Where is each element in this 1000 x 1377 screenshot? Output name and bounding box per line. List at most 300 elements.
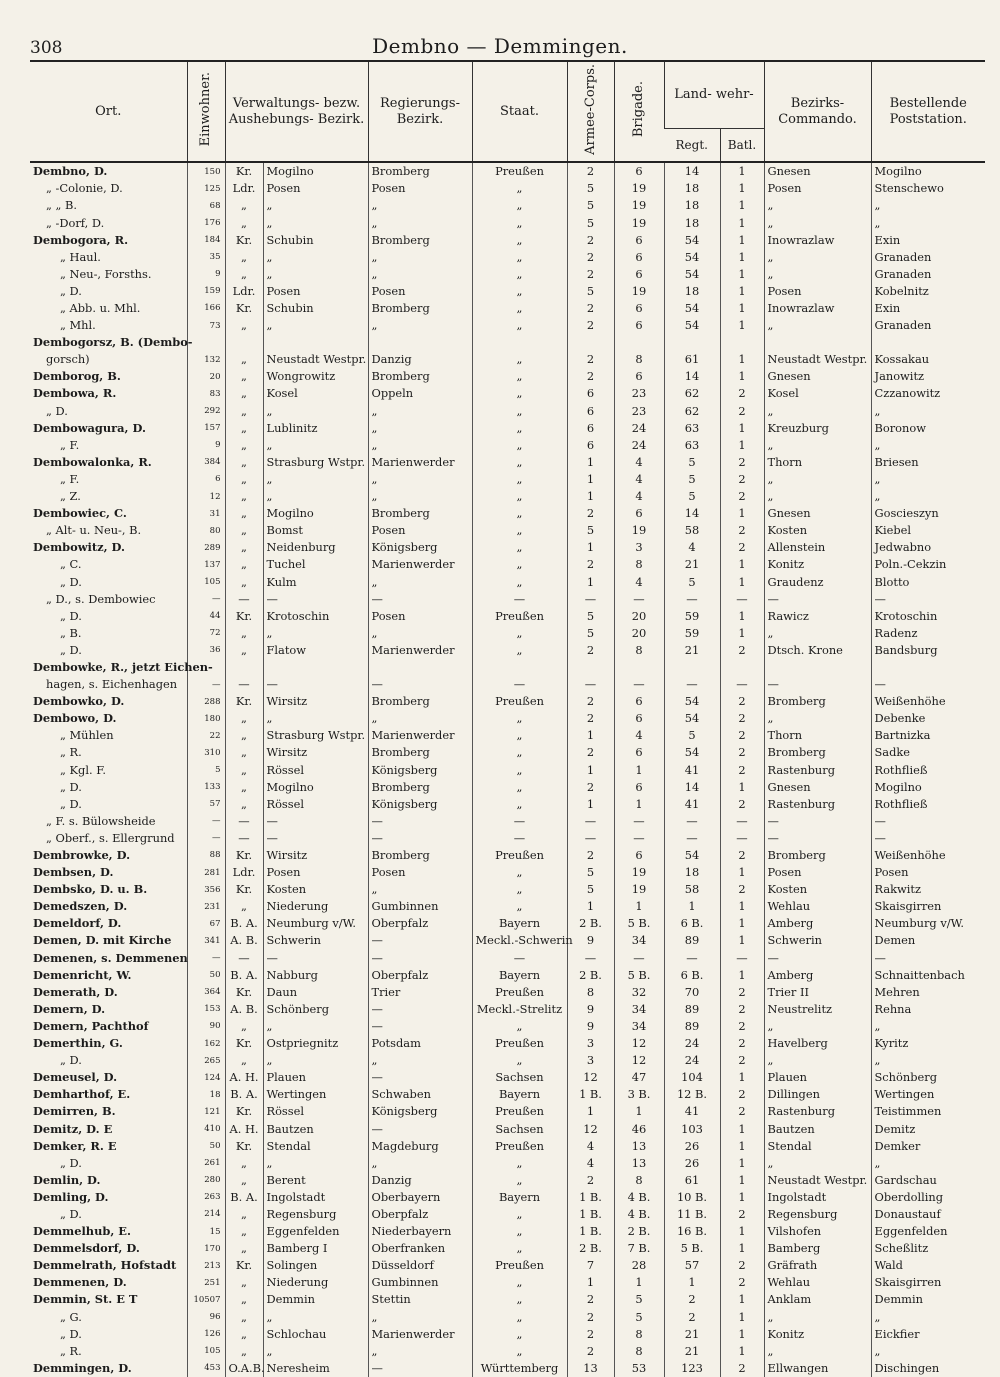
cell-bezirk-art: —	[225, 676, 263, 693]
table-row	[30, 454, 985, 471]
cell-armee-corps: 4	[567, 1138, 614, 1155]
cell-poststation: Stenschewo	[871, 181, 985, 198]
cell-armee-corps: 12	[567, 1121, 614, 1138]
cell-verwaltung: „	[263, 1018, 368, 1035]
cell-armee-corps: 13	[567, 1360, 614, 1377]
cell-regt: 61	[664, 351, 720, 368]
cell-bezirks-commando: —	[764, 591, 871, 608]
cell-bezirks-commando: Dillingen	[764, 1086, 871, 1103]
cell-batl: 1	[720, 215, 764, 232]
cell-brigade: 8	[614, 351, 664, 368]
cell-verwaltung: Demmin	[263, 1292, 368, 1309]
place-name: Demen, D. mit Kirche	[33, 933, 172, 948]
cell-armee-corps: 1	[567, 454, 614, 471]
table-row	[30, 728, 985, 745]
cell-brigade: —	[614, 813, 664, 830]
cell-ort	[30, 1086, 187, 1103]
cell-verwaltung: Schubin	[263, 232, 368, 249]
cell-regt: 2	[664, 1292, 720, 1309]
cell-regt: 62	[664, 403, 720, 420]
col-header-einwohner	[187, 61, 225, 162]
cell-regierung: Bromberg	[368, 300, 472, 317]
place-name: Demedszen, D.	[33, 899, 128, 914]
cell-einwohner: 214	[187, 1206, 225, 1223]
cell-armee-corps: 5	[567, 625, 614, 642]
cell-bezirks-commando: Ellwangen	[764, 1360, 871, 1377]
cell-ort	[30, 710, 187, 727]
cell-ort	[30, 1035, 187, 1052]
cell-brigade: 34	[614, 933, 664, 950]
cell-regt: 41	[664, 1104, 720, 1121]
cell-bezirk-art: „	[225, 317, 263, 334]
place-name: Demerthin, G.	[33, 1036, 123, 1051]
cell-einwohner: 105	[187, 1343, 225, 1360]
cell-verwaltung: Mogilno	[263, 779, 368, 796]
cell-regt: 14	[664, 505, 720, 522]
cell-bezirks-commando: Schwerin	[764, 933, 871, 950]
cell-poststation: Granaden	[871, 249, 985, 266]
cell-armee-corps: 3	[567, 1052, 614, 1069]
cell-brigade: 13	[614, 1138, 664, 1155]
cell-ort	[30, 950, 187, 967]
cell-brigade: 6	[614, 745, 664, 762]
cell-regt: 24	[664, 1035, 720, 1052]
table-row	[30, 505, 985, 522]
cell-regt: 104	[664, 1069, 720, 1086]
cell-regierung: Bromberg	[368, 693, 472, 710]
cell-verwaltung: Daun	[263, 984, 368, 1001]
cell-poststation: Skaisgirren	[871, 1275, 985, 1292]
cell-bezirk-art: B. A.	[225, 916, 263, 933]
cell-verwaltung: Stendal	[263, 1138, 368, 1155]
cell-armee-corps	[567, 659, 614, 676]
cell-bezirk-art: A. H.	[225, 1069, 263, 1086]
cell-poststation: Neumburg v/W.	[871, 916, 985, 933]
cell-armee-corps: 2 B.	[567, 916, 614, 933]
cell-bezirk-art: Kr.	[225, 232, 263, 249]
cell-regt: 54	[664, 847, 720, 864]
place-name: Dembowitz, D.	[33, 540, 125, 555]
cell-verwaltung: Mogilno	[263, 162, 368, 180]
cell-ort	[30, 1257, 187, 1274]
col-header-regt: Regt.	[664, 129, 720, 163]
cell-ort: „ F.	[60, 471, 80, 486]
cell-bezirk-art: „	[225, 1240, 263, 1257]
cell-bezirks-commando: „	[764, 249, 871, 266]
cell-staat: „	[472, 351, 567, 368]
cell-bezirk-art: B. A.	[225, 967, 263, 984]
cell-batl: 1	[720, 1223, 764, 1240]
cell-batl: 2	[720, 1275, 764, 1292]
cell-brigade: 19	[614, 215, 664, 232]
cell-armee-corps: 6	[567, 420, 614, 437]
cell-armee-corps: 1	[567, 488, 614, 505]
cell-ort	[30, 898, 187, 915]
cell-einwohner: 310	[187, 745, 225, 762]
table-row	[30, 437, 985, 454]
cell-regt: 54	[664, 300, 720, 317]
cell-staat: „	[472, 574, 567, 591]
cell-bezirk-art: Ldr.	[225, 864, 263, 881]
place-name: Demlin, D.	[33, 1172, 101, 1187]
cell-staat: „	[472, 437, 567, 454]
cell-armee-corps: 5	[567, 215, 614, 232]
cell-batl: 2	[720, 881, 764, 898]
cell-batl: 2	[720, 728, 764, 745]
cell-bezirks-commando: „	[764, 403, 871, 420]
cell-einwohner: —	[187, 813, 225, 830]
cell-ort	[30, 505, 187, 522]
cell-armee-corps: 1	[567, 1275, 614, 1292]
cell-brigade: 4	[614, 454, 664, 471]
cell-armee-corps: 4	[567, 1155, 614, 1172]
cell-einwohner: 57	[187, 796, 225, 813]
table-row	[30, 283, 985, 300]
cell-ort: „ D., s. Dembowiec	[46, 591, 156, 606]
cell-verwaltung: „	[263, 710, 368, 727]
cell-regierung: Posen	[368, 864, 472, 881]
cell-poststation: Donaustauf	[871, 1206, 985, 1223]
cell-brigade	[614, 659, 664, 676]
cell-brigade: 19	[614, 881, 664, 898]
cell-staat	[472, 659, 567, 676]
table-row	[30, 916, 985, 933]
cell-batl: 1	[720, 933, 764, 950]
cell-verwaltung: Kosten	[263, 881, 368, 898]
cell-brigade: 6	[614, 249, 664, 266]
cell-bezirk-art: „	[225, 1326, 263, 1343]
cell-regierung: Königsberg	[368, 762, 472, 779]
cell-poststation: —	[871, 591, 985, 608]
cell-verwaltung: „	[263, 1052, 368, 1069]
cell-verwaltung: Posen	[263, 864, 368, 881]
table-row	[30, 710, 985, 727]
cell-poststation: „	[871, 1018, 985, 1035]
cell-verwaltung: Schlochau	[263, 1326, 368, 1343]
cell-einwohner: 384	[187, 454, 225, 471]
cell-regierung: „	[368, 198, 472, 215]
cell-regt: 10 B.	[664, 1189, 720, 1206]
cell-regt: 5	[664, 728, 720, 745]
cell-verwaltung: Kosel	[263, 386, 368, 403]
cell-regt: 21	[664, 557, 720, 574]
cell-ort	[30, 420, 187, 437]
cell-regierung: Oberpfalz	[368, 967, 472, 984]
cell-bezirks-commando: —	[764, 813, 871, 830]
cell-armee-corps: 7	[567, 1257, 614, 1274]
cell-brigade: 24	[614, 437, 664, 454]
cell-regierung: Danzig	[368, 1172, 472, 1189]
cell-einwohner: 9	[187, 266, 225, 283]
cell-brigade: 24	[614, 420, 664, 437]
cell-brigade: 6	[614, 300, 664, 317]
cell-regt: 41	[664, 762, 720, 779]
cell-batl: 1	[720, 1343, 764, 1360]
cell-batl: 1	[720, 181, 764, 198]
cell-verwaltung: —	[263, 830, 368, 847]
cell-bezirk-art: „	[225, 505, 263, 522]
cell-poststation: Demmin	[871, 1292, 985, 1309]
cell-brigade: 1	[614, 1104, 664, 1121]
cell-armee-corps: —	[567, 813, 614, 830]
place-name: Dembowalonka, R.	[33, 454, 152, 469]
cell-regt: 24	[664, 1052, 720, 1069]
cell-poststation: Poln.-Cekzin	[871, 557, 985, 574]
cell-batl: 2	[720, 454, 764, 471]
cell-armee-corps: 2	[567, 745, 614, 762]
cell-ort: „ Z.	[60, 489, 81, 504]
cell-bezirks-commando: Amberg	[764, 967, 871, 984]
table-row	[30, 1035, 985, 1052]
cell-ort: „ D.	[60, 1155, 82, 1170]
cell-staat: „	[472, 1343, 567, 1360]
cell-ort: „ R.	[60, 1343, 82, 1358]
table-row	[30, 1138, 985, 1155]
table-row	[30, 1343, 985, 1360]
table-row	[30, 659, 985, 676]
cell-regierung: Königsberg	[368, 539, 472, 556]
col-header-batl: Batl.	[720, 129, 764, 163]
cell-staat: „	[472, 403, 567, 420]
cell-bezirks-commando: Posen	[764, 181, 871, 198]
cell-verwaltung: Schönberg	[263, 1001, 368, 1018]
cell-einwohner: 105	[187, 574, 225, 591]
cell-batl: 1	[720, 369, 764, 386]
cell-brigade: 3 B.	[614, 1086, 664, 1103]
cell-batl: —	[720, 591, 764, 608]
table-row	[30, 1360, 985, 1377]
cell-verwaltung: Eggenfelden	[263, 1223, 368, 1240]
table-row	[30, 471, 985, 488]
cell-brigade: 8	[614, 557, 664, 574]
cell-verwaltung: Neresheim	[263, 1360, 368, 1377]
cell-brigade: 6	[614, 779, 664, 796]
cell-batl: 1	[720, 1309, 764, 1326]
cell-einwohner: 364	[187, 984, 225, 1001]
cell-poststation: Weißenhöhe	[871, 693, 985, 710]
cell-verwaltung: Flatow	[263, 642, 368, 659]
cell-batl: 2	[720, 1206, 764, 1223]
cell-batl: 2	[720, 1001, 764, 1018]
cell-einwohner: 6	[187, 471, 225, 488]
cell-einwohner: 35	[187, 249, 225, 266]
cell-regt: 26	[664, 1155, 720, 1172]
cell-brigade: 5 B.	[614, 967, 664, 984]
cell-armee-corps: 2	[567, 317, 614, 334]
cell-staat: Bayern	[472, 916, 567, 933]
cell-ort: „ -Dorf, D.	[46, 215, 105, 230]
cell-brigade: 19	[614, 198, 664, 215]
table-row	[30, 488, 985, 505]
cell-regierung: —	[368, 933, 472, 950]
cell-regt: 57	[664, 1257, 720, 1274]
cell-poststation: Granaden	[871, 266, 985, 283]
col-header-brigade-text: Brigade.	[631, 81, 647, 138]
cell-staat: Preußen	[472, 984, 567, 1001]
cell-ort	[30, 1292, 187, 1309]
cell-armee-corps: 3	[567, 1035, 614, 1052]
cell-armee-corps: 2	[567, 1326, 614, 1343]
cell-bezirk-art: „	[225, 215, 263, 232]
cell-bezirks-commando: Graudenz	[764, 574, 871, 591]
cell-bezirks-commando: Stendal	[764, 1138, 871, 1155]
cell-bezirk-art: „	[225, 1275, 263, 1292]
cell-einwohner: 292	[187, 403, 225, 420]
cell-einwohner: 213	[187, 1257, 225, 1274]
cell-bezirk-art: „	[225, 198, 263, 215]
cell-bezirks-commando: —	[764, 950, 871, 967]
cell-staat: „	[472, 386, 567, 403]
cell-bezirk-art: „	[225, 625, 263, 642]
cell-brigade: 8	[614, 1326, 664, 1343]
cell-brigade: 4	[614, 728, 664, 745]
cell-bezirk-art: Kr.	[225, 1035, 263, 1052]
cell-bezirk-art: „	[225, 1052, 263, 1069]
cell-poststation: „	[871, 437, 985, 454]
cell-regierung: „	[368, 1309, 472, 1326]
place-name: Dembogora, R.	[33, 232, 129, 247]
cell-bezirk-art: „	[225, 1172, 263, 1189]
cell-armee-corps: 2	[567, 351, 614, 368]
cell-regierung: „	[368, 488, 472, 505]
cell-bezirks-commando: Neustadt Westpr.	[764, 1172, 871, 1189]
cell-einwohner: 150	[187, 162, 225, 180]
cell-einwohner: 22	[187, 728, 225, 745]
cell-armee-corps: 1	[567, 762, 614, 779]
cell-regierung: „	[368, 420, 472, 437]
cell-einwohner: 31	[187, 505, 225, 522]
cell-verwaltung: „	[263, 488, 368, 505]
cell-regierung: Potsdam	[368, 1035, 472, 1052]
cell-armee-corps: 1 B.	[567, 1223, 614, 1240]
cell-poststation: Teistimmen	[871, 1104, 985, 1121]
cell-regierung: „	[368, 317, 472, 334]
cell-verwaltung: Wertingen	[263, 1086, 368, 1103]
cell-bezirks-commando: „	[764, 1018, 871, 1035]
cell-ort: „ Mhl.	[60, 318, 96, 333]
cell-verwaltung: Berent	[263, 1172, 368, 1189]
cell-armee-corps: —	[567, 676, 614, 693]
cell-brigade: 5 B.	[614, 916, 664, 933]
cell-bezirks-commando: Rastenburg	[764, 762, 871, 779]
table-row	[30, 881, 985, 898]
cell-staat: „	[472, 471, 567, 488]
cell-batl: 1	[720, 864, 764, 881]
cell-einwohner: 125	[187, 181, 225, 198]
cell-regt: 89	[664, 933, 720, 950]
cell-batl: —	[720, 830, 764, 847]
cell-poststation: Rothfließ	[871, 796, 985, 813]
cell-verwaltung: Bomst	[263, 522, 368, 539]
cell-ort: „ Abb. u. Mhl.	[60, 301, 141, 316]
cell-regt: 18	[664, 215, 720, 232]
cell-regierung: Bromberg	[368, 232, 472, 249]
cell-bezirk-art: „	[225, 351, 263, 368]
cell-bezirks-commando: Thorn	[764, 454, 871, 471]
cell-regierung	[368, 334, 472, 351]
cell-verwaltung: „	[263, 249, 368, 266]
cell-einwohner: 50	[187, 1138, 225, 1155]
cell-bezirk-art	[225, 659, 263, 676]
cell-brigade: 4	[614, 471, 664, 488]
cell-batl: 1	[720, 437, 764, 454]
cell-verwaltung: Plauen	[263, 1069, 368, 1086]
cell-einwohner: 124	[187, 1069, 225, 1086]
cell-ort: „ Haul.	[60, 249, 101, 264]
cell-armee-corps: 6	[567, 437, 614, 454]
cell-regt: 1	[664, 898, 720, 915]
cell-bezirks-commando: Wehlau	[764, 1275, 871, 1292]
cell-bezirks-commando: Gnesen	[764, 162, 871, 180]
cell-batl: 1	[720, 232, 764, 249]
cell-batl: 2	[720, 796, 764, 813]
cell-einwohner: 251	[187, 1275, 225, 1292]
table-row	[30, 676, 985, 693]
table-row	[30, 557, 985, 574]
cell-ort	[30, 1360, 187, 1377]
table-row	[30, 198, 985, 215]
place-name: Dembowiec, C.	[33, 506, 127, 521]
cell-bezirks-commando: Konitz	[764, 1326, 871, 1343]
place-name: Demirren, B.	[33, 1104, 116, 1119]
cell-ort: „ D.	[60, 779, 82, 794]
place-name: Demmelrath, Hofstadt	[33, 1258, 177, 1273]
cell-bezirk-art: Kr.	[225, 300, 263, 317]
cell-regierung: Königsberg	[368, 1104, 472, 1121]
cell-armee-corps: 2	[567, 369, 614, 386]
cell-regierung: Marienwerder	[368, 642, 472, 659]
cell-poststation: Rakwitz	[871, 881, 985, 898]
cell-batl: 2	[720, 471, 764, 488]
cell-regierung: Posen	[368, 283, 472, 300]
cell-brigade: —	[614, 830, 664, 847]
cell-regt: 21	[664, 642, 720, 659]
cell-einwohner: 410	[187, 1121, 225, 1138]
table-row	[30, 1069, 985, 1086]
cell-ort: „ „ B.	[46, 198, 78, 213]
cell-regierung: Stettin	[368, 1292, 472, 1309]
cell-regierung: Posen	[368, 608, 472, 625]
cell-brigade: 34	[614, 1018, 664, 1035]
place-name: Demenen, s. Demmenen	[33, 950, 188, 965]
cell-regt: 54	[664, 693, 720, 710]
cell-bezirks-commando: Bautzen	[764, 1121, 871, 1138]
cell-bezirk-art: „	[225, 710, 263, 727]
cell-ort	[30, 967, 187, 984]
cell-einwohner: 90	[187, 1018, 225, 1035]
cell-regt: 54	[664, 745, 720, 762]
cell-poststation: Granaden	[871, 317, 985, 334]
cell-regierung: —	[368, 1121, 472, 1138]
cell-poststation: Weißenhöhe	[871, 847, 985, 864]
cell-batl: 1	[720, 625, 764, 642]
cell-staat: —	[472, 950, 567, 967]
cell-bezirk-art: B. A.	[225, 1189, 263, 1206]
cell-poststation	[871, 659, 985, 676]
cell-ort: „ D.	[60, 1326, 82, 1341]
cell-regt: 18	[664, 864, 720, 881]
cell-regierung: „	[368, 266, 472, 283]
cell-staat: Bayern	[472, 967, 567, 984]
cell-bezirk-art: —	[225, 830, 263, 847]
col-header-bezirks: Bezirks- Commando.	[764, 61, 871, 162]
cell-poststation: Blotto	[871, 574, 985, 591]
cell-bezirks-commando: Wehlau	[764, 898, 871, 915]
cell-verwaltung: Solingen	[263, 1257, 368, 1274]
cell-armee-corps: 1 B.	[567, 1086, 614, 1103]
table-row	[30, 967, 985, 984]
cell-poststation: Oberdolling	[871, 1189, 985, 1206]
